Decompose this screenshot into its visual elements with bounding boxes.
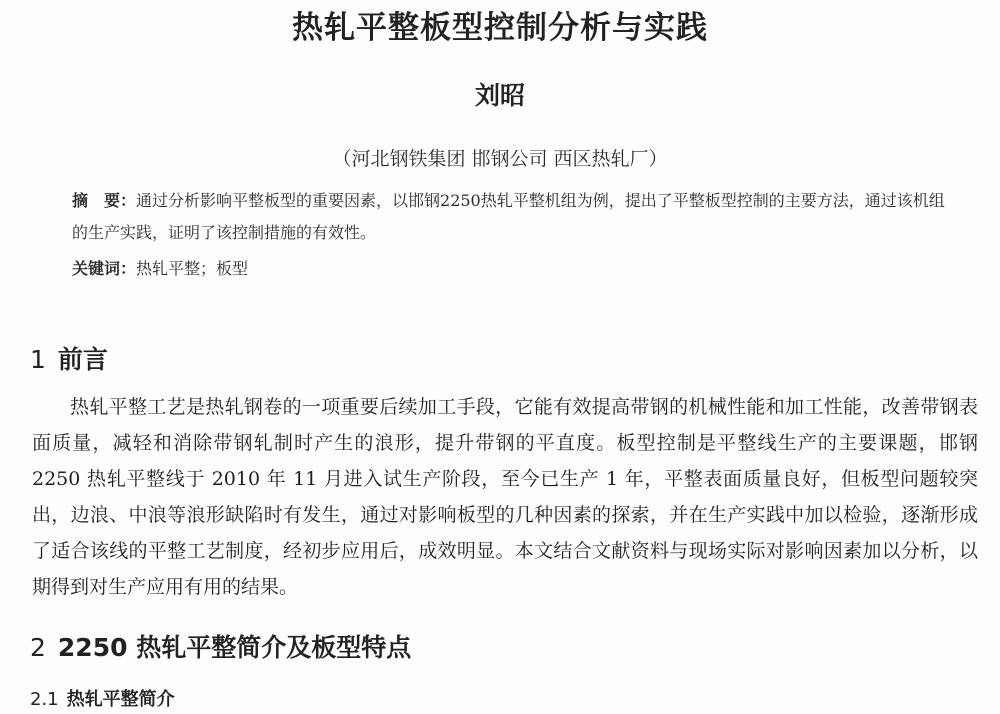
paper-title: 热轧平整板型控制分析与实践 [292,10,708,46]
keywords-text: 热轧平整；板型 [136,259,249,278]
paper-affiliation: （河北钢铁集团 邯钢公司 西区热轧厂） [332,148,668,170]
section-2-title: 2250 热轧平整简介及板型特点 [57,633,412,662]
subsection-2-1-heading [30,685,175,711]
keywords-label: 关键词： [72,259,137,278]
abstract-label: 摘 要： [72,191,137,210]
section-1-body: 热轧平整工艺是热轧钢卷的一项重要后续加工手段，它能有效提高带钢的机械性能和加工性能，改善带钢表面质量，减轻和消除带钢轧制时产生的浪形，提升带钢的平直度。板型控制是平整线生产的主要课题，邯钢 2250 热轧平整线于 2010 年 11 月进入试生产阶段，至今已生产 1 年，平整表面质量良好，但板型问题较突出，边浪、中浪等浪形缺陷时有发生，通过对影响板型的几种因素的探索，并在生产实践中加以检验，逐渐形成了适合该线的平整工艺制度，经初步应用后，成效明显。本文结合文献资料与现场实际对影响因素加以分析，以期得到对生产应用有用的结果。 [32,396,978,598]
keywords-block [72,253,248,285]
section-1-title: 前言 [57,345,108,374]
section-1-heading [30,340,108,376]
section-2-heading [30,628,411,664]
subsection-2-1-title: 热轧平整简介 [66,689,175,710]
abstract-block [72,185,952,249]
section-1-number: 1 [30,345,46,374]
abstract-text: 通过分析影响平整板型的重要因素，以邯钢2250热轧平整机组为例，提出了平整板型控制的主要方法，通过该机组的生产实践，证明了该控制措施的有效性。 [72,191,945,242]
section-2-number: 2 [30,633,46,662]
subsection-2-1-number: 2.1 [30,689,59,710]
paper-author: 刘昭 [474,81,525,110]
